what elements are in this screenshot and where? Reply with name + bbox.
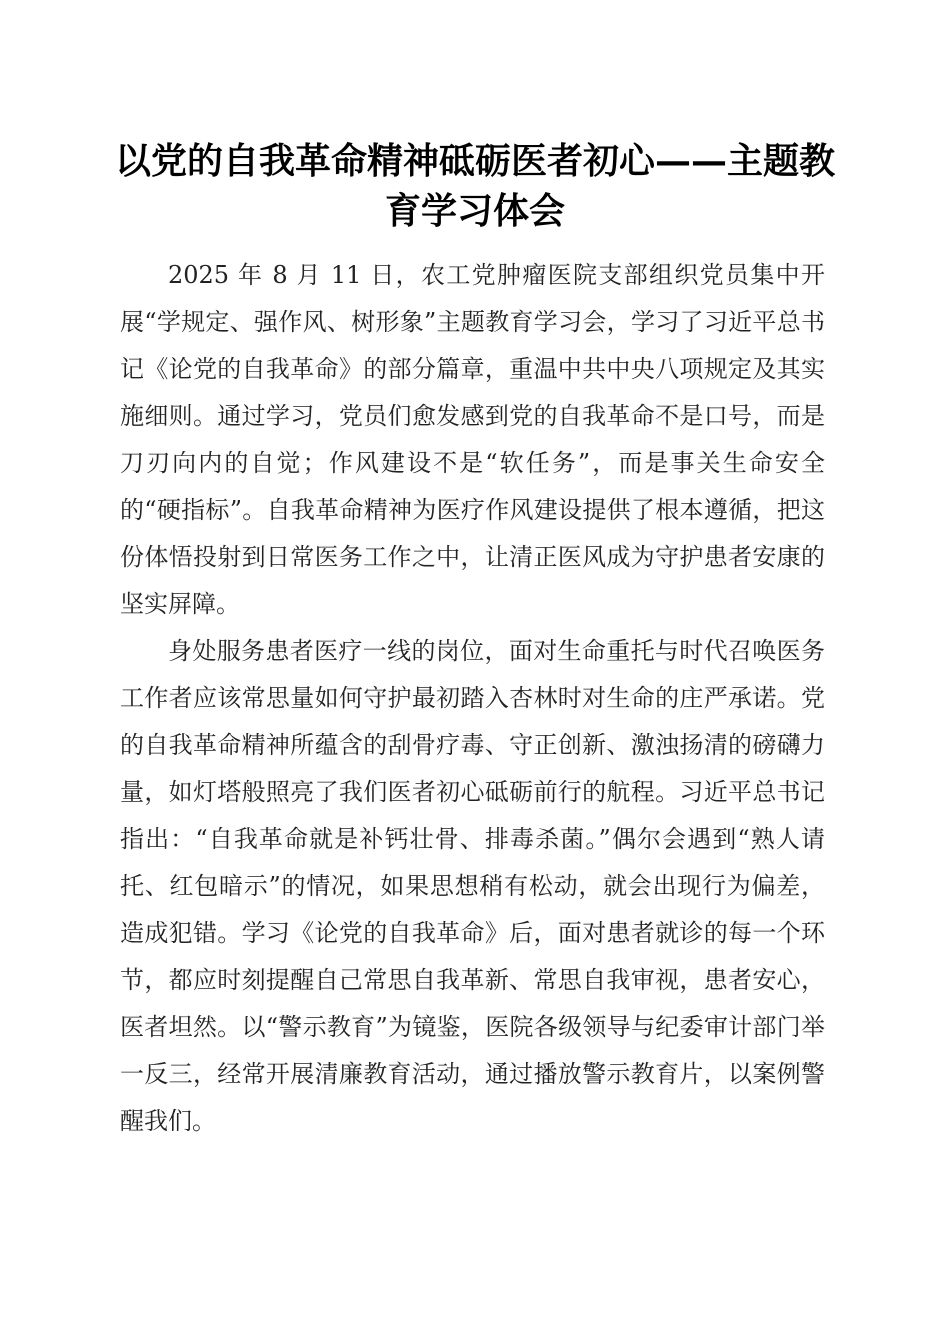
document-title: 以党的自我革命精神砥砺医者初心——主题教育学习体会 [114, 140, 835, 232]
document-body [120, 252, 825, 1145]
paragraph-2: 身处服务患者医疗一线的岗位，面对生命重托与时代召唤医务工作者应该常思量如何守护最初踏入杏林时对生命的庄严承诺。党的自我革命精神所蕴含的刮骨疗毒、守正创新、激浊扬清的磅礴力量，如灯塔般照亮了我们医者初心砥砺前行的航程。习近平总书记指出：“自我革命就是补钙壮骨、排毒杀菌。”偶尔会遇到“熟人请托、红包暗示”的情况，如果思想稍有松动，就会出现行为偏差，造成犯错。学习《论党的自我革命》后，面对患者就诊的每一个环节，都应时刻提醒自己常思自我革新、常思自我审视，患者安心，医者坦然。以“警示教育”为镜鉴，医院各级领导与纪委审计部门举一反三，经常开展清廉教育活动，通过播放警示教育片，以案例警醒我们。 [120, 637, 825, 1135]
paragraph-1: 2025 年 8 月 11 日，农工党肿瘤医院支部组织党员集中开展“学规定、强作风、树形象”主题教育学习会，学习了习近平总书记《论党的自我革命》的部分篇章，重温中共中央八项规定及其实施细则。通过学习，党员们愈发感到党的自我革命不是口号，而是刀刃向内的自觉；作风建设不是“软任务”，而是事关生命安全的“硬指标”。自我革命精神为医疗作风建设提供了根本遵循，把这份体悟投射到日常医务工作之中，让清正医风成为守护患者安康的坚实屏障。 [120, 261, 825, 618]
